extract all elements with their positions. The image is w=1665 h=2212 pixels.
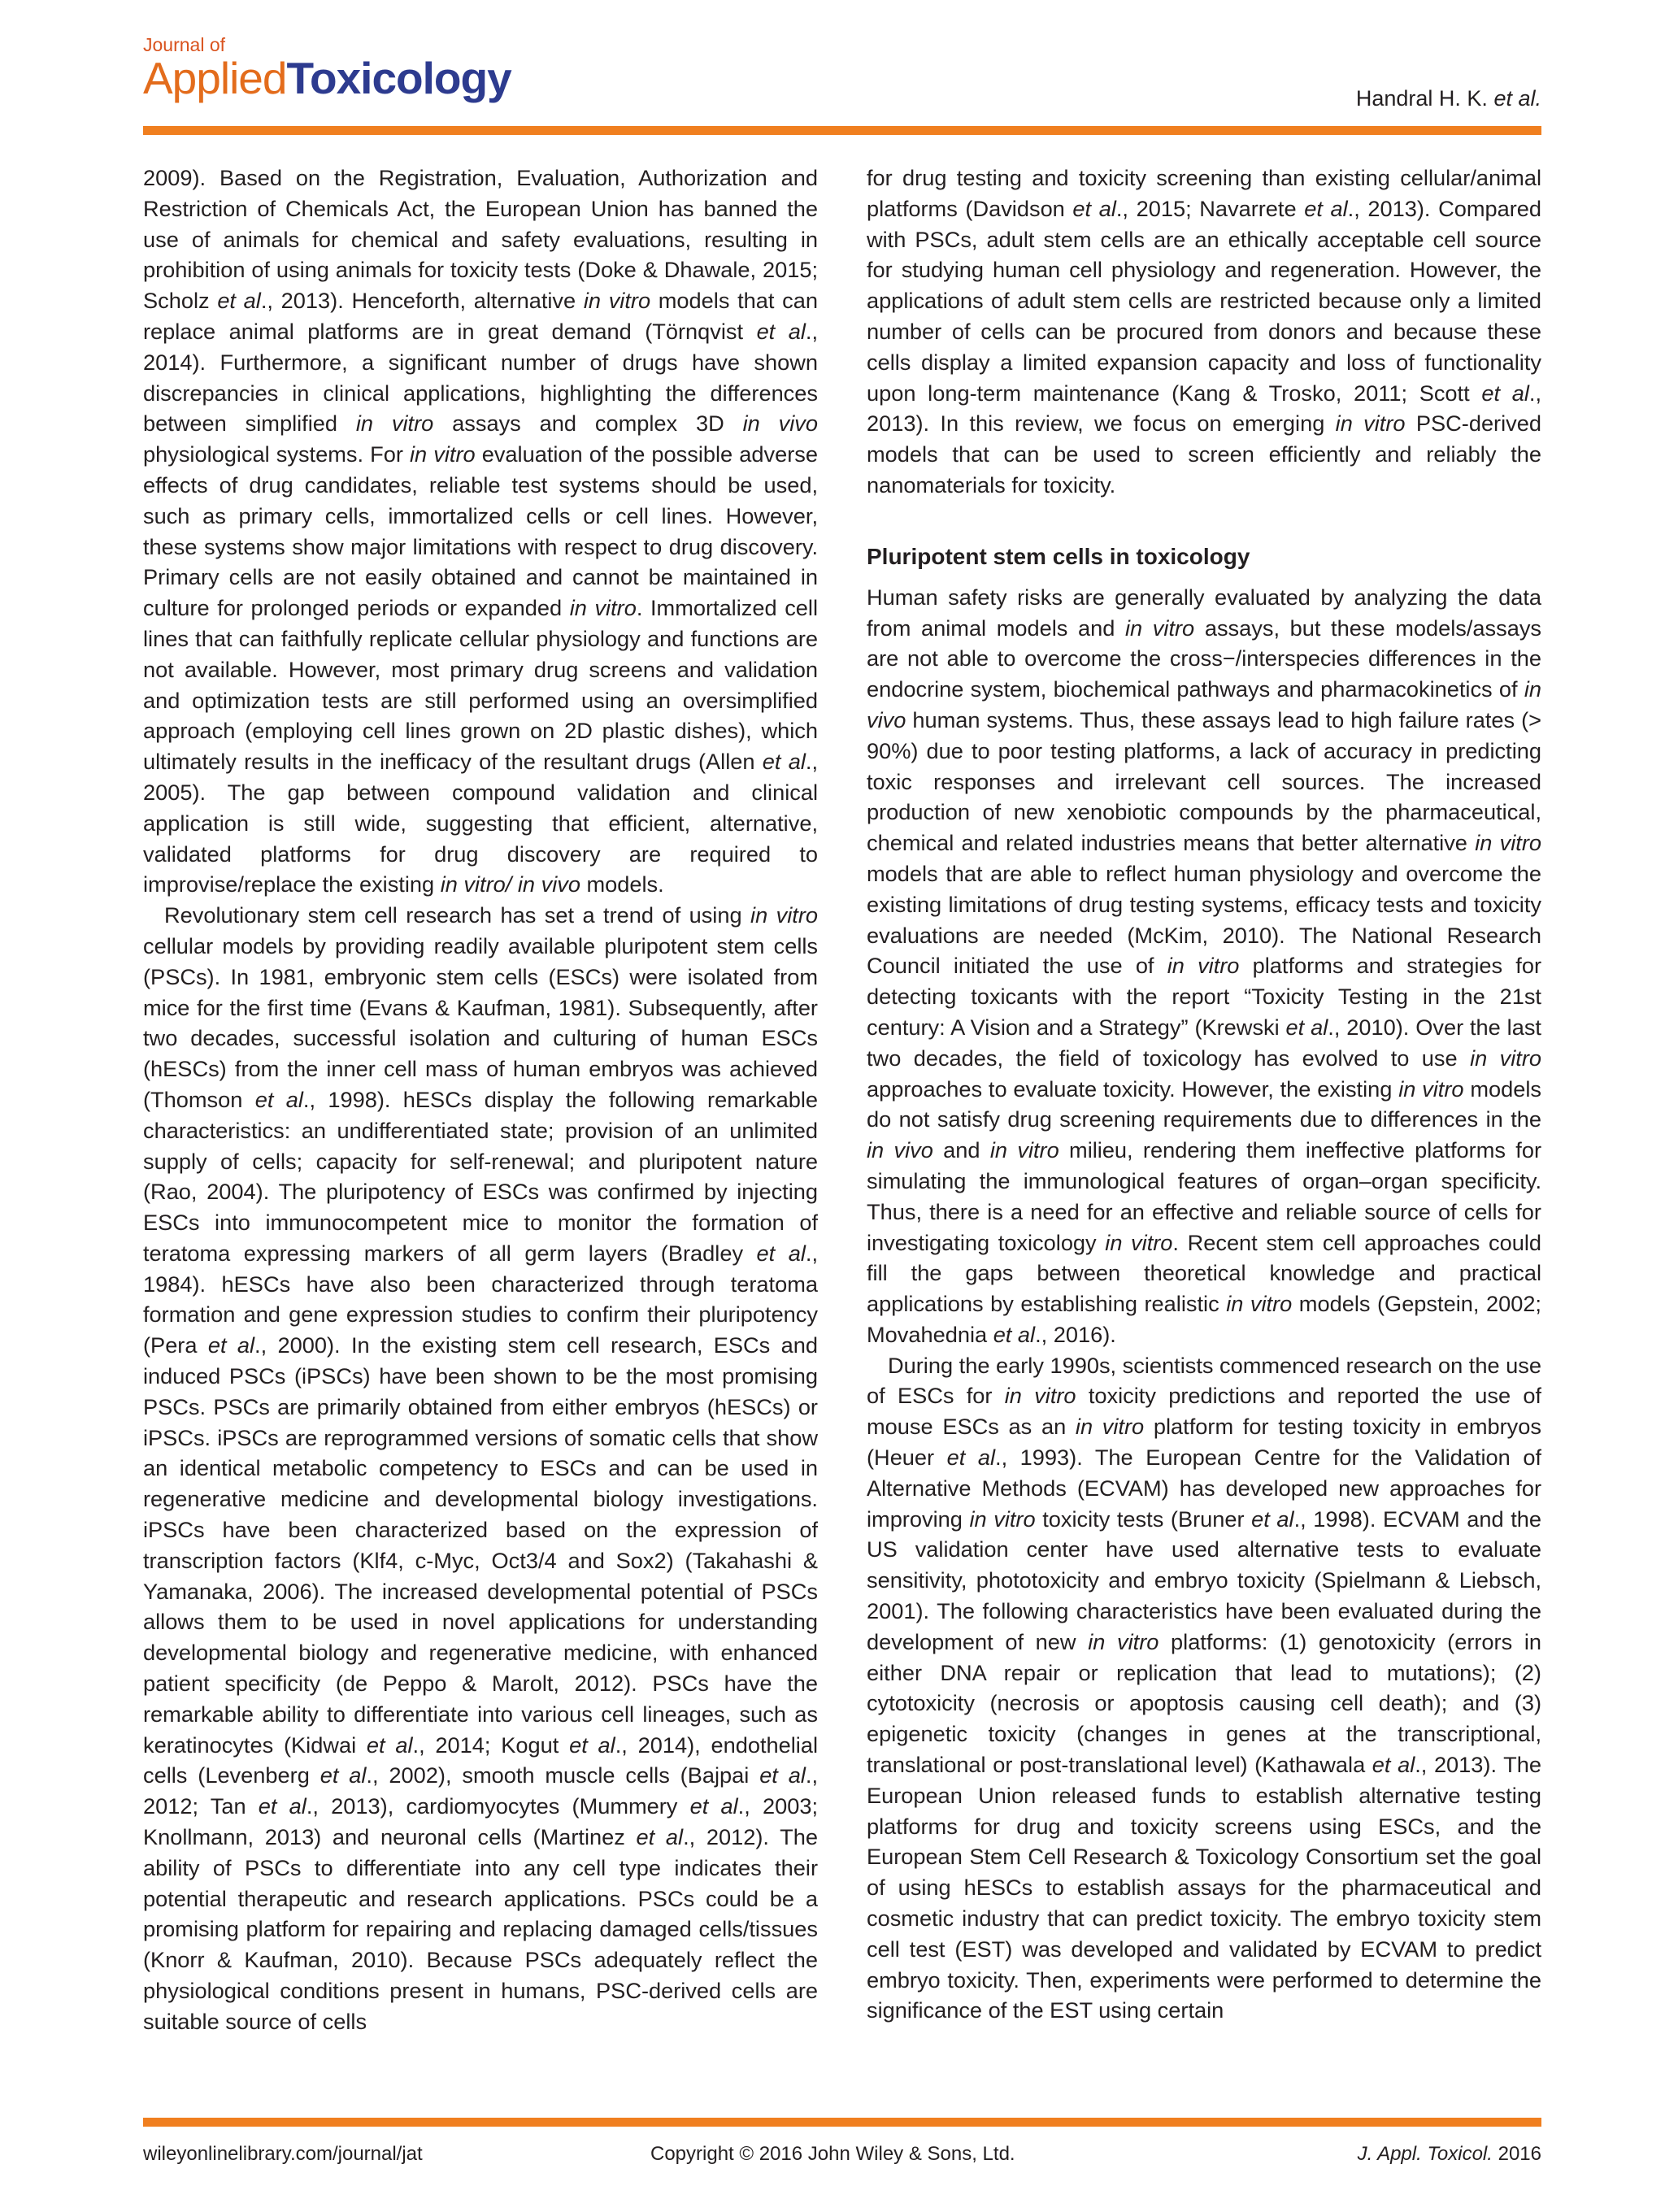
paragraph: 2009). Based on the Registration, Evaluation, Authorization and Restriction of Chemicals Act, the European Union has banned the use of animals for chemical and safety evaluations, resulting in prohibition of using animals for toxicity tests (Doke & Dhawale, 2015; Scholz et al., 2013). Henceforth, alternative in vitro models that can replace animal platforms are in great demand (Törnqvist et al., 2014). Furthermore, a significant number of drugs have shown discrepancies in clinical applications, highlighting the differences between simplified in vitro assays and complex 3D in vivo physiological systems. For in vitro evaluation of the possible adverse effects of drug candidates, reliable test systems should be used, such as primary cells, immortalized cells or cell lines. However, these systems show major limitations with respect to drug discovery. Primary cells are not easily obtained and cannot be maintained in culture for prolonged periods or expanded in vitro. Immortalized cell lines that can faithfully replicate cellular physiology and functions are not available. However, most primary drug screens and validation and optimization tests are still performed using an oversimplified approach (employing cell lines grown on 2D plastic dishes), which ultimately results in the inefficacy of the resultant drugs (Allen et al., 2005). The gap between compound validation and clinical application is still wide, suggesting that efficient, alternative, validated platforms for drug discovery are required to improvise/replace the existing in vitro/ in vivo models. (143, 165, 818, 897)
right-column (867, 163, 1541, 2083)
citation-journal: J. Appl. Toxicol. (1357, 2143, 1493, 2165)
running-head-author (1356, 86, 1541, 111)
paragraph: Human safety risks are generally evaluated by analyzing the data from animal models and in vitro assays, but these models/assays are not able to overcome the cross−/interspecies differences in the endocrine system, biochemical pathways and pharmacokinetics of in vivo human systems. Thus, these assays lead to high failure rates (> 90%) due to poor testing platforms, a lack of accuracy in predicting toxic responses and irrelevant cell sources. The increased production of new xenobiotic compounds by the pharmaceutical, chemical and related industries means that better alternative in vitro models that are able to reflect human physiology and overcome the existing limitations of drug testing systems, efficacy tests and toxicity evaluations are needed (McKim, 2010). The National Research Council initiated the use of in vitro platforms and strategies for detecting toxicants with the report “Toxicity Testing in the 21st century: A Vision and a Strategy” (Krewski et al., 2010). Over the last two decades, the field of toxicology has evolved to use in vitro approaches to evaluate toxicity. However, the existing in vitro models do not satisfy drug screening requirements due to differences in the in vivo and in vitro milieu, rendering them ineffective platforms for simulating the immunological features of organ–organ specificity. Thus, there is a need for an effective and reliable source of cells for investigating toxicology in vitro. Recent stem cell approaches could fill the gaps between theoretical knowledge and practical applications by establishing realistic in vitro models (Gepstein, 2002; Movahednia et al., 2016). (867, 584, 1541, 1347)
footer-citation (1358, 2143, 1541, 2166)
author-et-al: et al. (1493, 86, 1541, 111)
section-heading: Pluripotent stem cells in toxicology (867, 543, 1250, 569)
journal-of-label: Journal of (143, 34, 226, 55)
journal-name-applied: Applied (143, 53, 287, 103)
footer-journal-url[interactable]: wileyonlinelibrary.com/journal/jat (143, 2143, 423, 2165)
paragraph: for drug testing and toxicity screening than existing cellular/animal platforms (Davidson et al., 2015; Navarrete et al., 2013). Compared with PSCs, adult stem cells are an ethically acceptable cell source for studying human cell physiology and regeneration. However, the applications of adult stem cells are restricted because only a limited number of cells can be procured from donors and because these cells display a limited expansion capacity and loss of functionality upon long-term maintenance (Kang & Trosko, 2011; Scott et al., 2013). In this review, we focus on emerging in vitro PSC-derived models that can be used to screen efficiently and reliably the nanomaterials for toxicity. (867, 165, 1541, 498)
paragraph: During the early 1990s, scientists commenced research on the use of ESCs for in vitro toxicity predictions and reported the use of mouse ESCs as an in vitro platform for testing toxicity in embryos (Heuer et al., 1993). The European Centre for the Validation of Alternative Methods (ECVAM) has developed new approaches for improving in vitro toxicity tests (Bruner et al., 1998). ECVAM and the US validation center have used alternative tests to evaluate sensitivity, phototoxicity and embryo toxicity (Spielmann & Liebsch, 2001). The following characteristics have been evaluated during the development of new in vitro platforms: (1) genotoxicity (errors in either DNA repair or replication that lead to mutations); (2) cytotoxicity (necrosis or apoptosis causing cell death); and (3) epigenetic toxicity (changes in genes at the transcriptional, translational or post-translational level) (Kathawala et al., 2013). The European Union released funds to establish alternative testing platforms for drug and toxicity screens using ESCs, and the European Stem Cell Research & Toxicology Consortium set the goal of using hESCs to establish assays for the pharmaceutical and cosmetic industry that can predict toxicity. The embryo toxicity stem cell test (EST) was developed and validated by ECVAM to predict embryo toxicity. Then, experiments were performed to determine the significance of the EST using certain (867, 1352, 1541, 2023)
journal-name-toxicology: Toxicology (286, 53, 511, 103)
author-name: Handral H. K. (1355, 86, 1488, 111)
citation-year: 2016 (1498, 2143, 1541, 2165)
paragraph: Revolutionary stem cell research has set a trend of using in vitro cellular models by providing readily available pluripotent stem cells (PSCs). In 1981, embryonic stem cells (ESCs) were isolated from mice for the first time (Evans & Kaufman, 1981). Subsequently, after two decades, successful isolation and culturing of human ESCs (hESCs) from the inner cell mass of human embryos was achieved (Thomson et al., 1998). hESCs display the following remarkable characteristics: an undifferentiated state; provision of an unlimited supply of cells; capacity for self-renewal; and pluripotent nature (Rao, 2004). The pluripotency of ESCs was confirmed by injecting ESCs into immunocompetent mice to monitor the formation of teratoma expressing markers of all germ layers (Bradley et al., 1984). hESCs have also been characterized through teratoma formation and gene expression studies to confirm their pluripotency (Pera et al., 2000). In the existing stem cell research, ESCs and induced PSCs (iPSCs) have been shown to be the most promising PSCs. PSCs are primarily obtained from either embryos (hESCs) or iPSCs. iPSCs are reprogrammed versions of somatic cells that show an identical metabolic competency to ESCs and can be used in regenerative medicine and developmental biology investigations. iPSCs have been characterized based on the expression of transcription factors (Klf4, c-Myc, Oct3/4 and Sox2) (Takahashi & Yamanaka, 2006). The increased developmental potential of PSCs allows them to be used in novel applications for understanding developmental biology and regenerative medicine, with enhanced patient specificity (de Peppo & Marolt, 2012). PSCs have the remarkable ability to differentiate into various cell lineages, such as keratinocytes (Kidwai et al., 2014; Kogut et al., 2014), endothelial cells (Levenberg et al., 2002), smooth muscle cells (Bajpai et al., 2012; Tan et al., 2013), cardiomyocytes (Mummery et al., 2003; Knollmann, 2013) and neuronal cells (Martinez et al., 2012). The ability of PSCs to differentiate into any cell type indicates their potential therapeutic and research applications. PSCs could be a promising platform for repairing and replacing damaged cells/tissues (Knorr & Kaufman, 2010). Because PSCs adequately reflect the physiological conditions present in humans, PSC-derived cells are suitable source of cells (143, 902, 818, 2034)
footer-copyright: Copyright © 2016 John Wiley & Sons, Ltd. (650, 2143, 1015, 2165)
header-rule (143, 126, 1541, 135)
journal-logo (143, 36, 511, 101)
left-column (143, 163, 818, 2083)
footer-rule (143, 2118, 1541, 2127)
journal-name (143, 53, 511, 103)
